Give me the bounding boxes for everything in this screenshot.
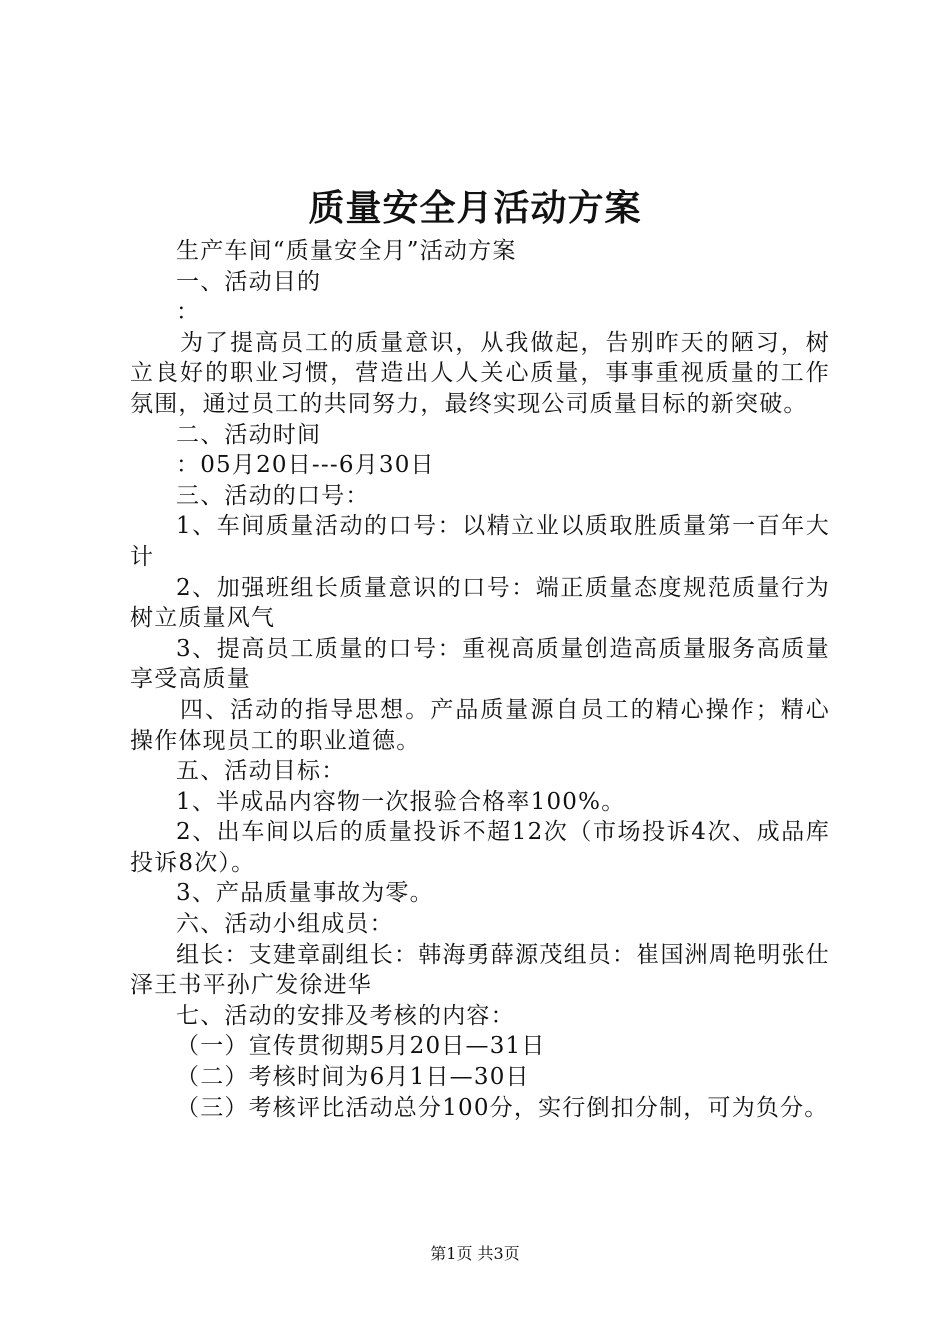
paragraph-members: 组长：支建章副组长：韩海勇薛源茂组员：崔国洲周艳明张仕泽王书平孙广发徐进华 (130, 941, 830, 999)
paragraph-subtitle: 生产车间“质量安全月”活动方案 (176, 238, 517, 264)
section-heading-goals: 五、活动目标： (176, 758, 346, 785)
section-heading-time: 二、活动时间 (176, 421, 322, 448)
section-heading-members: 六、活动小组成员： (176, 911, 394, 938)
section-heading-slogans: 三、活动的口号： (176, 482, 370, 509)
paragraph-colon: ： (176, 299, 201, 326)
document-title: 质量安全月活动方案 (308, 187, 642, 229)
paragraph-slogan-1: 1、车间质量活动的口号：以精立业以质取胜质量第一百年大计 (130, 513, 830, 570)
paragraph-arrangement-1: （一）宣传贯彻期5月20日—31日 (176, 1033, 546, 1060)
paragraph-goal-2: 2、出车间以后的质量投诉不超12次（市场投诉4次、成品库投诉8次）。 (130, 819, 830, 876)
document-body (130, 236, 830, 1123)
section-heading-purpose: 一、活动目的 (176, 268, 322, 295)
paragraph-slogan-3: 3、提高员工质量的口号：重视高质量创造高质量服务高质量享受高质量 (130, 635, 830, 693)
paragraph-goal-1: 1、半成品内容物一次报验合格率100%。 (176, 788, 626, 815)
paragraph-time: ：05月20日---6月30日 (176, 452, 435, 479)
paragraph-purpose: 为了提高员工的质量意识，从我做起，告别昨天的陋习，树立良好的职业习惯，营造出人人关心质量，事事重视质量的工作氛围，通过员工的共同努力，最终实现公司质量目标的新突破。 (130, 329, 830, 417)
paragraph-arrangement-3: （三）考核评比活动总分100分，实行倒扣分制，可为负分。 (176, 1094, 829, 1121)
paragraph-arrangement-2: （二）考核时间为6月1日—30日 (176, 1064, 530, 1091)
paragraph-goal-3: 3、产品质量事故为零。 (176, 880, 434, 907)
page-footer: 第1页 共3页 (430, 1244, 520, 1263)
paragraph-slogan-2: 2、加强班组长质量意识的口号：端正质量态度规范质量行为树立质量风气 (130, 574, 830, 632)
paragraph-guiding-idea: 四、活动的指导思想。产品质量源自员工的精心操作；精心操作体现员工的职业道德。 (130, 696, 830, 754)
section-heading-arrangement: 七、活动的安排及考核的内容： (176, 1002, 515, 1029)
